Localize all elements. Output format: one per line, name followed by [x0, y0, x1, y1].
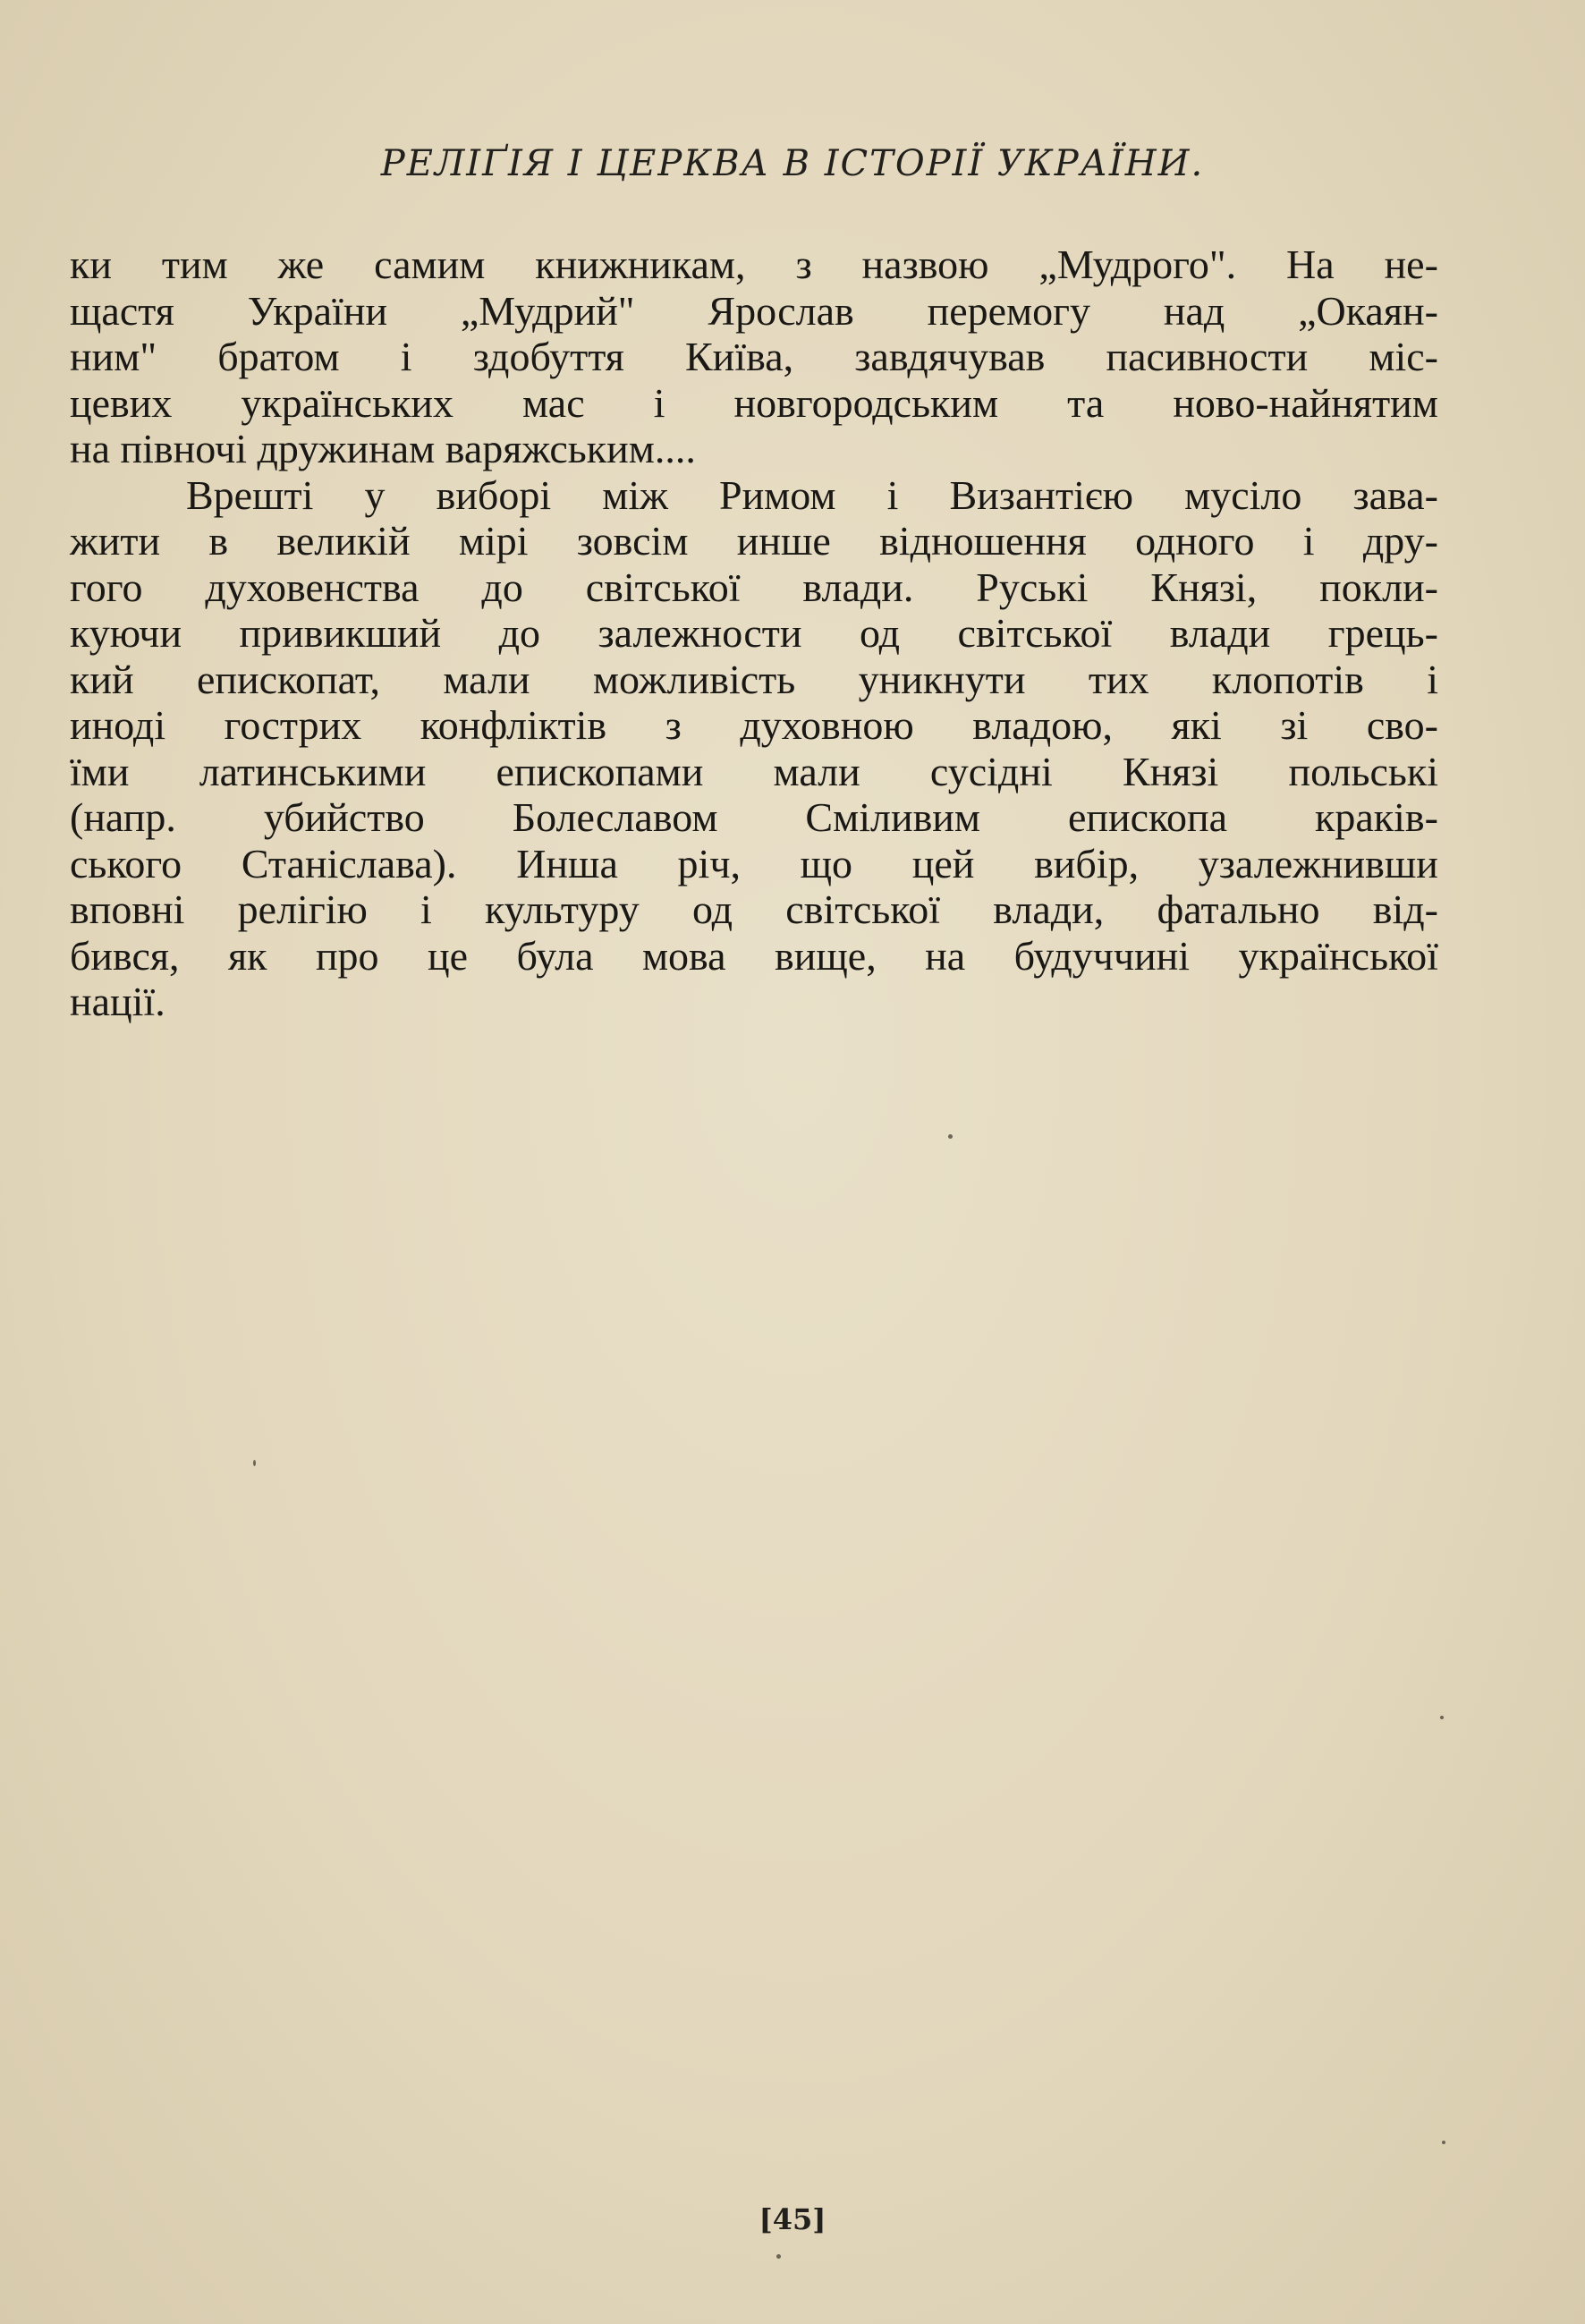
word: Болеславом: [512, 794, 718, 840]
word: конфліктів: [420, 702, 607, 748]
word: жити: [70, 518, 161, 564]
text-line: [70, 794, 1438, 841]
word: Ярослав: [708, 287, 854, 334]
text-line: [70, 749, 1438, 795]
word: латинськими: [199, 748, 427, 794]
word: (напр.: [70, 794, 176, 840]
word: дру-: [1362, 518, 1438, 564]
word: узалежнивши: [1198, 840, 1438, 886]
word: міс-: [1369, 334, 1438, 379]
word: як: [227, 932, 267, 979]
word: тим: [161, 242, 228, 287]
word: мали: [443, 656, 530, 702]
running-head: РЕЛІҐІЯ І ЦЕРКВА В ІСТОРІЇ УКРАЇНИ.: [380, 143, 1205, 184]
word: світської: [957, 610, 1113, 656]
word: польські: [1288, 748, 1438, 794]
word: релігію: [237, 886, 368, 932]
word: і: [1302, 518, 1315, 564]
word: і: [420, 886, 432, 932]
paper-speck: [948, 1134, 953, 1139]
word: і: [400, 334, 412, 379]
word: світської: [585, 564, 741, 610]
word: уникнути: [858, 656, 1026, 702]
word: над: [1163, 287, 1225, 334]
word: Станіслава).: [241, 840, 457, 886]
word: иноді: [70, 702, 166, 748]
word: мусіло: [1184, 471, 1302, 518]
word: цей: [911, 840, 975, 886]
word: від-: [1372, 886, 1438, 932]
word: ського: [70, 840, 182, 886]
paper-speck: [1440, 1716, 1444, 1719]
word: влади,: [993, 886, 1105, 932]
word: до: [498, 610, 540, 656]
word: була: [516, 932, 594, 979]
word: сво-: [1366, 702, 1438, 748]
word: великій: [276, 518, 411, 564]
word: вибір,: [1034, 840, 1140, 886]
word: ним": [70, 334, 157, 379]
word: завдячував: [854, 334, 1046, 379]
body-text: [70, 242, 1438, 1025]
text-line: [70, 886, 1438, 933]
word: грець-: [1327, 610, 1438, 656]
word: же: [277, 242, 325, 287]
text-line: [70, 334, 1438, 380]
word: відношення: [879, 518, 1087, 564]
text-line: [70, 564, 1438, 611]
word: Инша: [516, 840, 618, 886]
word: їми: [70, 748, 130, 794]
word: Руські: [976, 564, 1089, 610]
text-line: [70, 518, 1438, 564]
word: щастя: [70, 287, 174, 334]
word: влади.: [802, 564, 914, 610]
word: ново-найнятим: [1173, 379, 1438, 426]
word: убийство: [263, 794, 425, 840]
text-line: [70, 933, 1438, 980]
word: це: [428, 932, 469, 979]
word: здобуття: [472, 334, 624, 379]
word: инше: [736, 518, 831, 564]
word: річ,: [677, 840, 741, 886]
word: цевих: [70, 379, 173, 426]
word: куючи: [70, 610, 182, 656]
word: не-: [1384, 242, 1438, 287]
word: привикший: [239, 610, 442, 656]
word: у: [364, 471, 386, 518]
text-line: [70, 380, 1438, 427]
word: перемогу: [927, 287, 1091, 334]
word: на: [925, 932, 966, 979]
word: будуччині: [1013, 932, 1191, 979]
word: і: [886, 471, 899, 518]
word: Византією: [949, 471, 1133, 518]
word: Князі,: [1150, 564, 1258, 610]
word: які: [1171, 702, 1222, 748]
word: що: [800, 840, 853, 886]
text-line: [70, 472, 1438, 519]
word: духовною: [740, 702, 914, 748]
word: виборі: [436, 471, 552, 518]
word: культуру: [485, 886, 640, 932]
paper-speck: [1442, 2141, 1445, 2144]
word: та: [1067, 379, 1105, 426]
word: української: [1238, 932, 1438, 979]
word: назвою: [861, 242, 989, 287]
paper-speck: [253, 1460, 256, 1466]
word: залежности: [598, 610, 802, 656]
word: од: [859, 610, 901, 656]
text-line: на півночі дружинам варяжським....: [70, 426, 696, 471]
word: „Мудрий": [460, 287, 635, 334]
word: епископами: [496, 748, 704, 794]
word: „Мудрого".: [1038, 242, 1237, 287]
word: Сміливим: [805, 794, 981, 840]
word: до: [481, 564, 523, 610]
word: між: [602, 471, 668, 518]
word: і: [1427, 656, 1438, 702]
word: мас: [522, 379, 585, 426]
word: гого: [70, 564, 143, 610]
word: гострих: [224, 702, 362, 748]
word: новгородським: [733, 379, 999, 426]
text-line: [70, 242, 1438, 288]
word: сусідні: [929, 748, 1053, 794]
text-line: [70, 288, 1438, 335]
word: краків-: [1315, 794, 1438, 840]
word: самим: [374, 242, 486, 287]
word: братом: [217, 334, 340, 379]
word: про: [315, 932, 379, 979]
word: одного: [1135, 518, 1255, 564]
word: фатально: [1157, 886, 1320, 932]
word: влади: [1169, 610, 1271, 656]
word: мірі: [458, 518, 529, 564]
word: світської: [785, 886, 941, 932]
text-line: [70, 610, 1438, 657]
word: і: [653, 379, 665, 426]
word: клопотів: [1211, 656, 1364, 702]
word: мали: [773, 748, 860, 794]
word: з: [665, 702, 682, 748]
paper-speck: [776, 2254, 781, 2259]
word: епископа: [1067, 794, 1228, 840]
word: з: [795, 242, 812, 287]
text-line: [70, 657, 1438, 703]
page-number: [45]: [759, 2202, 826, 2236]
word: вповні: [70, 886, 185, 932]
word: кий: [70, 656, 134, 702]
word: мова: [641, 932, 726, 979]
word: в: [208, 518, 229, 564]
word: Князі: [1122, 748, 1219, 794]
word: можливість: [592, 656, 796, 702]
word: зава-: [1352, 471, 1438, 518]
word: зовсім: [576, 518, 689, 564]
word: українських: [241, 379, 453, 426]
word: Римом: [718, 471, 836, 518]
word: од: [691, 886, 733, 932]
word: На: [1286, 242, 1335, 287]
word: Київа,: [685, 334, 794, 379]
word: епископат,: [196, 656, 381, 702]
word: владою,: [972, 702, 1113, 748]
word: бився,: [70, 932, 180, 979]
text-line: [70, 702, 1438, 749]
word: тих: [1088, 656, 1149, 702]
word: ки: [70, 242, 112, 287]
word: книжникам,: [535, 242, 746, 287]
word: України: [247, 287, 388, 334]
word: „Окаян-: [1298, 287, 1438, 334]
word: пасивности: [1106, 334, 1309, 379]
word: вище,: [775, 932, 877, 979]
word: Врешті: [186, 471, 314, 518]
word: покли-: [1319, 564, 1438, 610]
word: зі: [1280, 702, 1309, 748]
text-line: нації.: [70, 979, 165, 1024]
text-line: [70, 841, 1438, 887]
word: духовенства: [205, 564, 420, 610]
